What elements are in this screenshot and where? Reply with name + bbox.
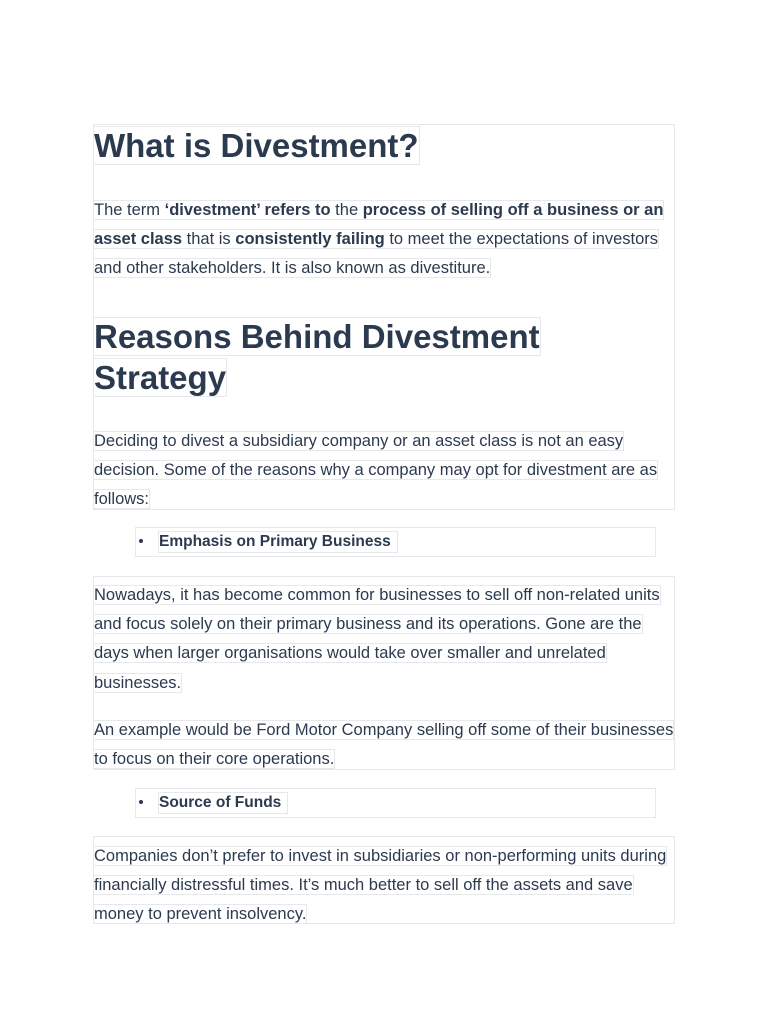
list-item-title: Source of Funds (159, 793, 287, 813)
bullet-icon (139, 539, 143, 543)
list-item-source-of-funds (135, 788, 656, 818)
reasons-intro-paragraph: Deciding to divest a subsidiary company or an asset class is not an easy decision. Some of the reasons why a company may opt for divestment are as follows: (94, 432, 658, 509)
definition-text-1: The term (94, 201, 165, 219)
definition-paragraph (94, 196, 676, 284)
definition-bold-3: consistently failing (235, 230, 385, 249)
definition-text-2: the (330, 201, 363, 219)
article-intro-block (93, 124, 675, 510)
list-item-title: Emphasis on Primary Business (159, 532, 397, 552)
definition-text-3: that is (182, 230, 236, 249)
definition-bold-1: ‘divestment’ refers to (164, 201, 331, 219)
heading-reasons-behind-divestment: Reasons Behind Divestment Strategy (94, 318, 540, 396)
bullet-icon (139, 800, 143, 804)
list-item-emphasis-on-primary-business (135, 527, 656, 557)
definition-text-4: to meet the expectations of investors and other stakeholders. It is also known as divestiture. (94, 230, 659, 278)
heading-what-is-divestment: What is Divestment? (94, 127, 419, 164)
reason-2-body (93, 836, 675, 924)
reason-1-body (93, 576, 675, 770)
reason-2-paragraph-1: Companies don’t prefer to invest in subsidiaries or non-performing units during financially distressful times. It’s much better to sell off the assets and save money to prevent insolvency. (94, 847, 667, 924)
reason-1-paragraph-1: Nowadays, it has become common for businesses to sell off non-related units and focus solely on their primary business and its operations. Gone are the days when larger organisations would take over smaller and unrelated businesses. (94, 586, 660, 692)
definition-bold-2: process of selling off a business or an asset class (94, 201, 664, 249)
reason-1-paragraph-2: An example would be Ford Motor Company selling off some of their businesses to focus on their core operations. (94, 721, 674, 769)
